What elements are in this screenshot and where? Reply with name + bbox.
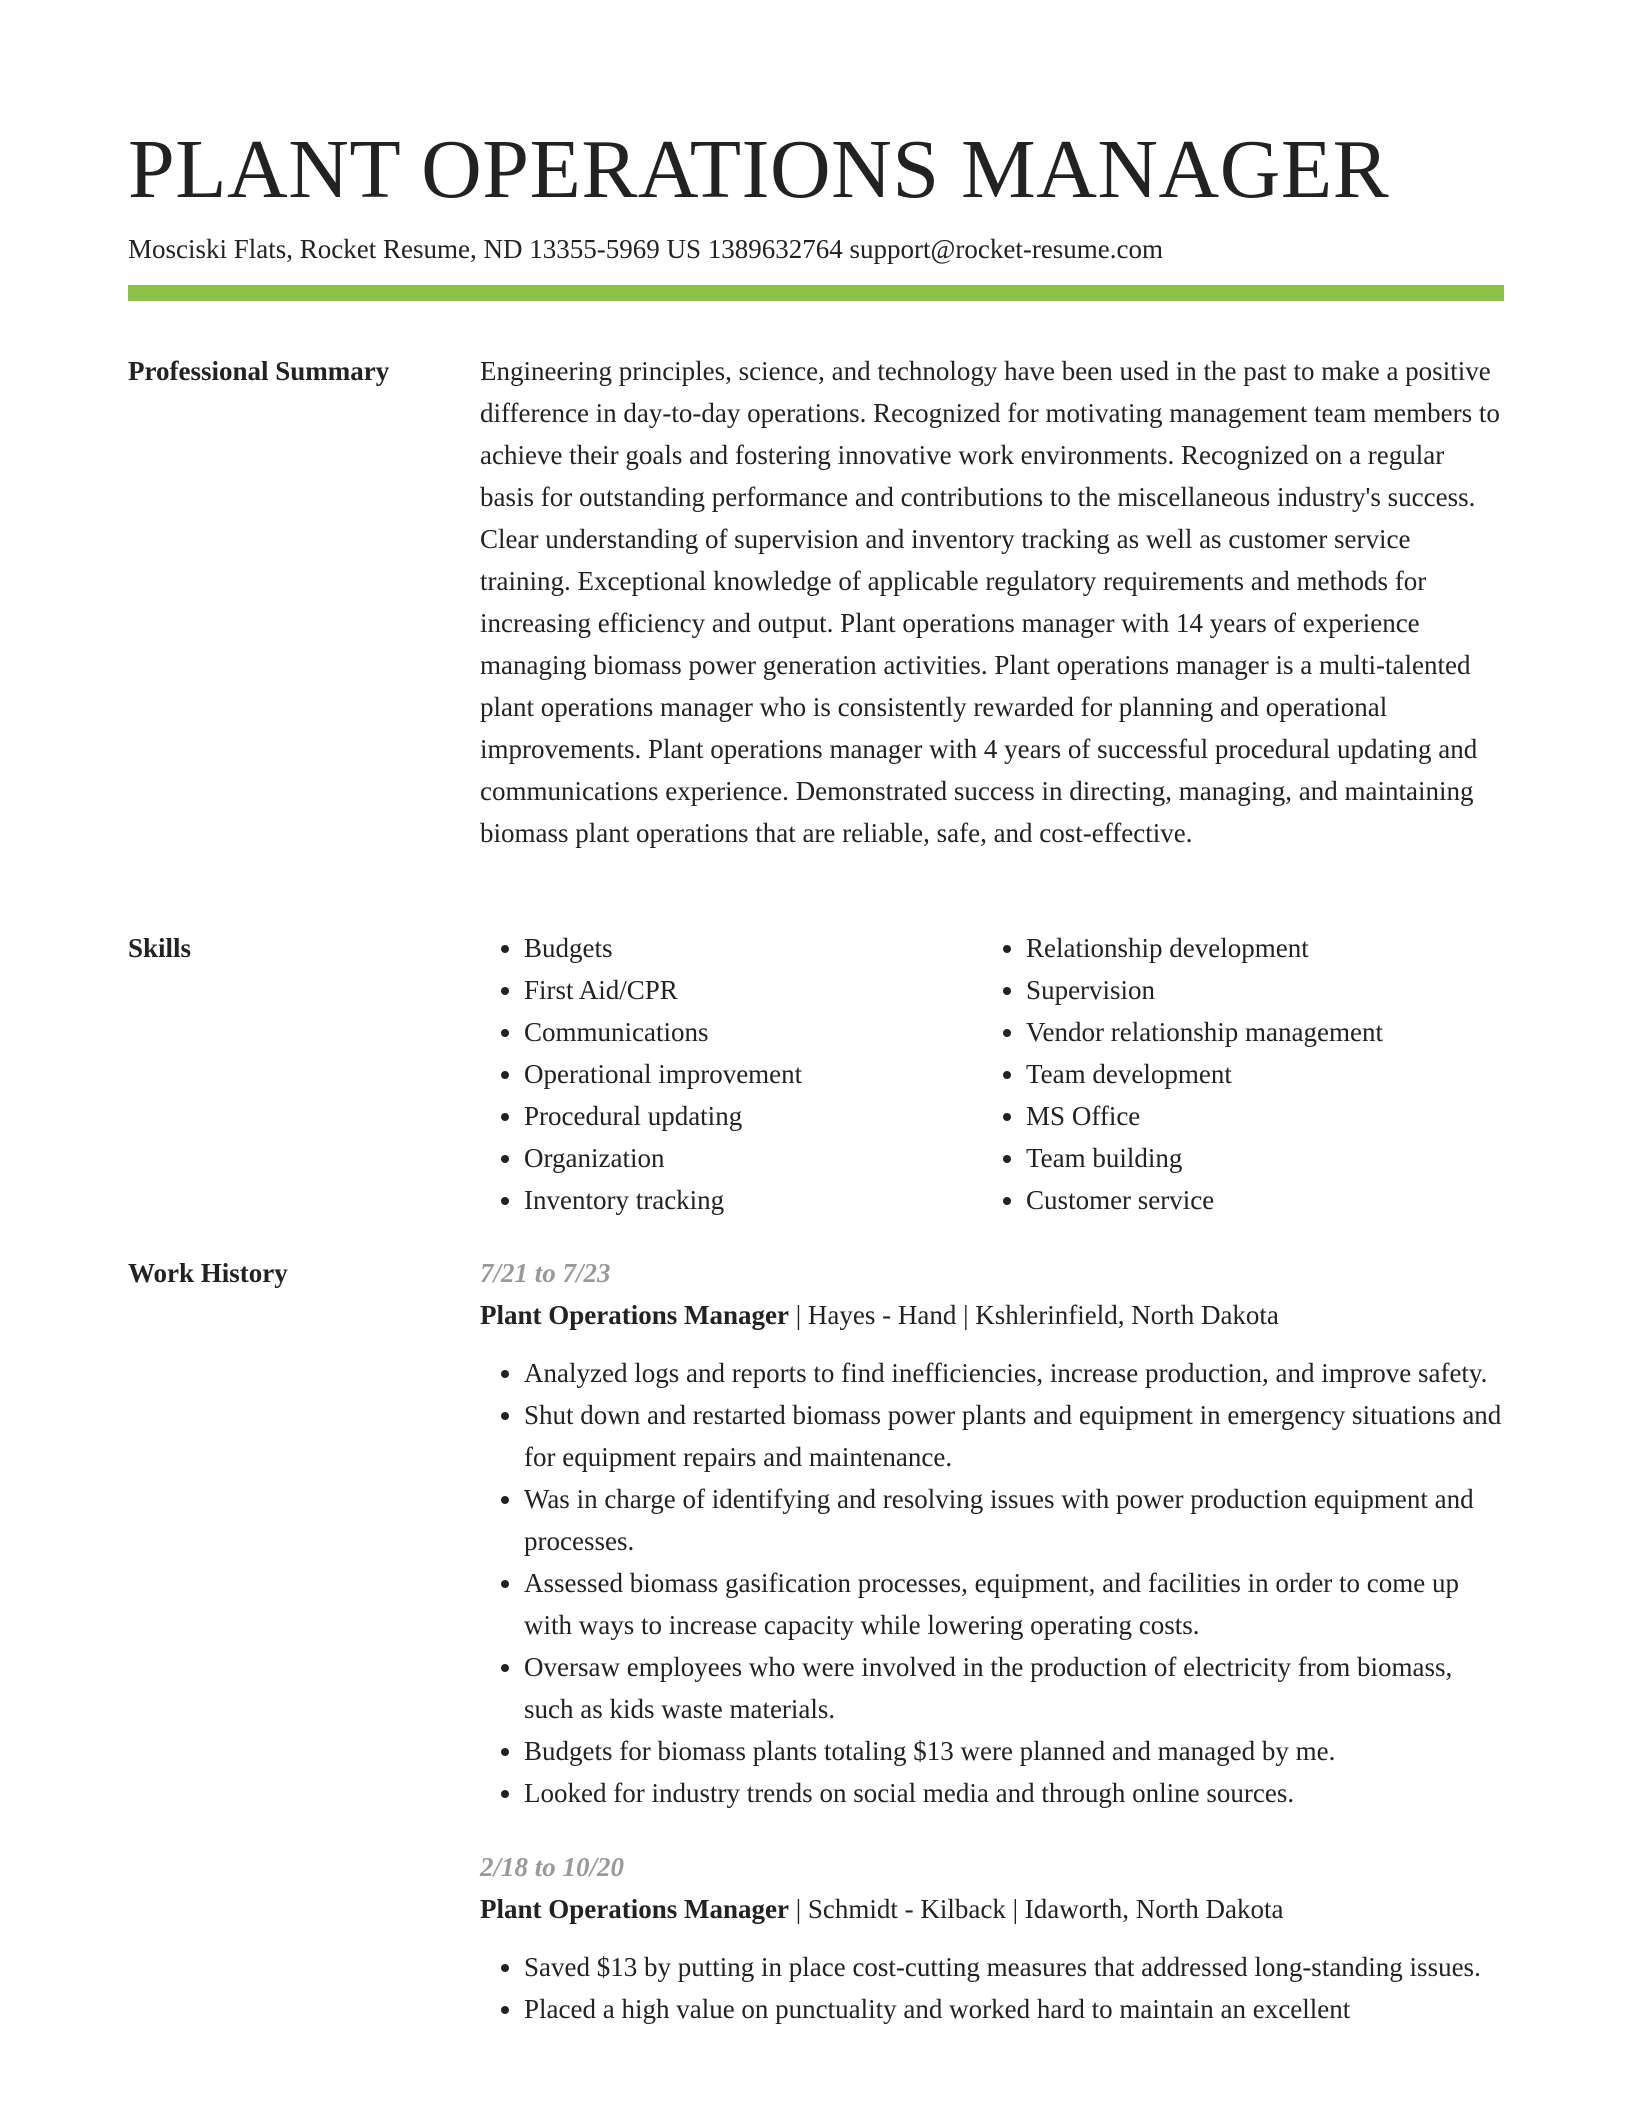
job-bullet: • Shut down and restarted biomass power plants and equipment in emergency situations and for equipment repairs and maintenance. [524,1394,1504,1478]
header-divider [128,285,1504,301]
work-history-body [480,1252,1504,2030]
skill-item: • Inventory tracking [524,1179,982,1221]
skills-columns [480,927,1504,1221]
job-details: | Schmidt - Kilback | Idaworth, North Dakota [788,1894,1284,1924]
work-history-heading: Work History [128,1258,288,1288]
skill-item: • Operational improvement [524,1053,982,1095]
job-bullet: • Was in charge of identifying and resolving issues with power production equipment and processes. [524,1478,1504,1562]
job-title: Plant Operations Manager [480,1894,789,1924]
skill-item: • Procedural updating [524,1095,982,1137]
job-entry [480,1846,1504,2030]
contact-email: support@rocket-resume.com [849,234,1164,264]
job-details: | Hayes - Hand | Kshlerinfield, North Dakota [788,1300,1279,1330]
job-bullet: • Placed a high value on punctuality and worked hard to maintain an excellent [524,1988,1504,2030]
skill-item: • First Aid/CPR [524,969,982,1011]
job-title-line [480,1888,1504,1930]
skill-item: • Communications [524,1011,982,1053]
skill-item: • Relationship development [1026,927,1504,969]
skill-item: • MS Office [1026,1095,1504,1137]
skills-heading: Skills [128,933,192,963]
skill-item: • Customer service [1026,1179,1504,1221]
skill-item: • Supervision [1026,969,1504,1011]
job-entry [480,1252,1504,1814]
skills-list-left [480,927,982,1221]
skill-item: • Vendor relationship management [1026,1011,1504,1053]
job-bullet: • Analyzed logs and reports to find inefficiencies, increase production, and improve safety. [524,1352,1504,1394]
summary-heading: Professional Summary [128,356,390,386]
job-bullet: • Looked for industry trends on social media and through online sources. [524,1772,1504,1814]
resume-title: PLANT OPERATIONS MANAGER [128,123,1390,216]
contact-phone: 1389632764 [707,234,850,264]
job-title: Plant Operations Manager [480,1300,789,1330]
summary-body [480,350,1504,854]
skill-item: • Organization [524,1137,982,1179]
skill-item: • Team development [1026,1053,1504,1095]
skill-item: • Team building [1026,1137,1504,1179]
job-bullet-list [480,1946,1504,2030]
job-title-line [480,1294,1504,1336]
job-bullet-list [480,1352,1504,1814]
job-dates: 7/21 to 7/23 [480,1258,611,1288]
job-bullet: • Assessed biomass gasification processes, equipment, and facilities in order to come up with ways to increase capacity while lowering operating costs. [524,1562,1504,1646]
job-dates: 2/18 to 10/20 [480,1852,625,1882]
contact-address: Mosciski Flats, Rocket Resume, ND 13355-5969 US [128,234,708,264]
job-bullet: • Oversaw employees who were involved in the production of electricity from biomass, such as kids waste materials. [524,1646,1504,1730]
skill-item: • Budgets [524,927,982,969]
summary-text: Engineering principles, science, and technology have been used in the past to make a positive difference in day-to-day operations. Recognized for motivating management team members to achieve their goals and fostering innovative work environments. Recognized on a regular basis for outstanding performance and contributions to the miscellaneous industry's success. Clear understanding of supervision and inventory tracking as well as customer service training. Exceptional knowledge of applicable regulatory requirements and methods for increasing efficiency and output. Plant operations manager with 14 years of experience managing biomass power generation activities. Plant operations manager is a multi-talented plant operations manager who is consistently rewarded for planning and operational improvements. Plant operations manager with 4 years of successful procedural updating and communications experience. Demonstrated success in directing, managing, and maintaining biomass plant operations that are reliable, safe, and cost-effective. [480,356,1500,848]
contact-line [128,232,1163,266]
skills-list-right [982,927,1504,1221]
job-bullet: • Saved $13 by putting in place cost-cutting measures that addressed long-standing issues. [524,1946,1504,1988]
job-bullet: • Budgets for biomass plants totaling $13 were planned and managed by me. [524,1730,1504,1772]
